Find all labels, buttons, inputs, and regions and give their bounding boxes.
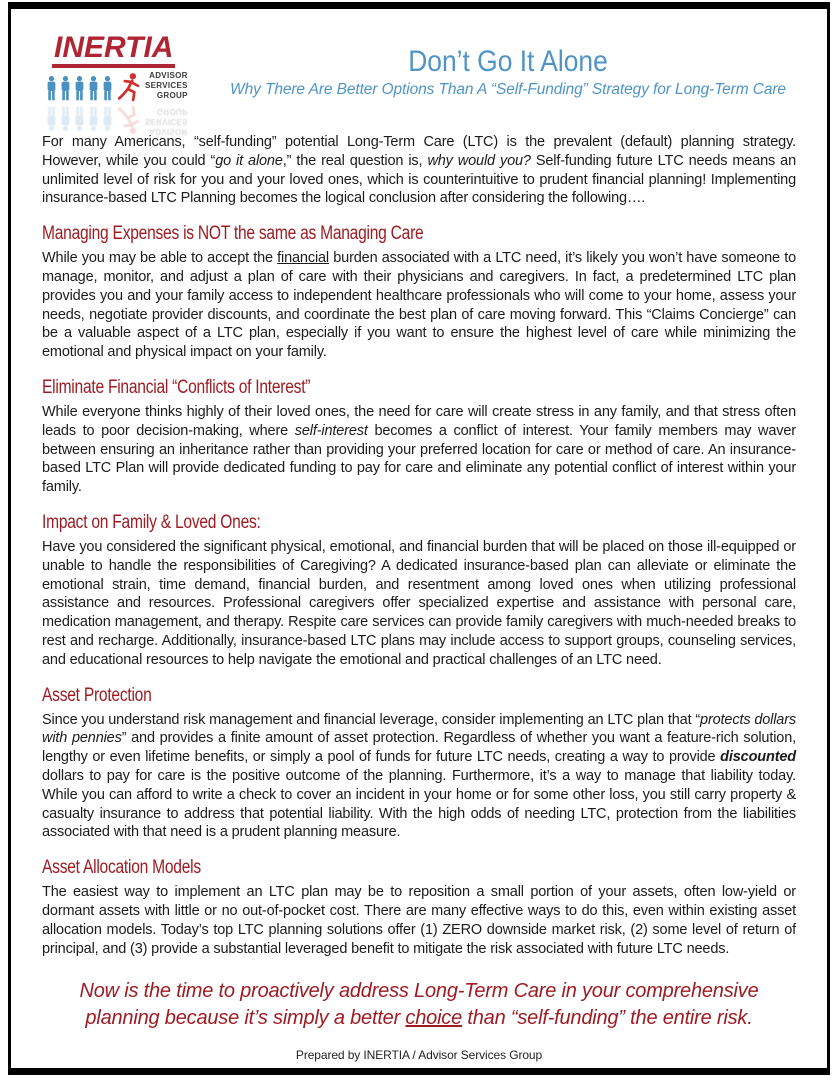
text-segment: Since you understand risk management and financial leverage, consider implementing an LTC plan that “ bbox=[42, 711, 701, 728]
closing-statement bbox=[42, 978, 796, 1032]
text-segment: While everyone thinks highly of their loved ones, the need for care will create stress in any family, and that stress often leads to poor decision-making, where bbox=[42, 403, 796, 439]
text-segment: ,” the real question is, bbox=[282, 152, 428, 169]
text-segment: For many Americans, “self-funding” potential Long-Term Care (LTC) is the prevalent (default) planning strategy. However, while you could “ bbox=[42, 134, 796, 169]
text-segment: self-interest bbox=[294, 422, 368, 439]
text-segment: ” and provides a finite amount of asset protection. Regardless of whether you want a feature-rich solution, lengthy or even lifetime benefits, or simply a pool of funds for future LTC needs, creating a way to provide bbox=[42, 730, 797, 766]
logo-tagline-line: ADVISOR bbox=[149, 127, 188, 136]
intro-paragraph bbox=[42, 133, 796, 208]
section-managing-expenses bbox=[42, 224, 796, 362]
runner-icon bbox=[117, 104, 142, 135]
text-segment: becomes a conflict of interest. Your family members may waver between ensuring an inheritance rather than providing your preferred location for care or method of care. An insurance-based LTC Plan will provide dedicated funding to pay for care and eliminate any potential conflict of interest within your family. bbox=[42, 422, 796, 496]
text-segment: Have you considered the significant physical, emotional, and financial burden that will be placed on those ill-equipped or unable to handle the responsibilities of Caregiving? A dedicated insurance-based plan can alleviate or eliminate the emotional strain, time demand, financial burden, and resentment among loved ones when utilizing professional assistance and resources. Professional caregivers offer specialized expertise and assistance with personal care, medication management, and therapy. Respite care services can provide family caregivers with much-needed breaks to rest and recharge. Additionally, insurance-based LTC plans may include access to support groups, counseling services, and educational resources to help navigate the emotional and practical challenges of an LTC need. bbox=[42, 538, 796, 668]
person-icon bbox=[46, 74, 57, 103]
text-segment: dollars to pay for care is the positive outcome of the planning. Furthermore, it’s a way to manage that liability today. While you can afford to write a check to cover an incident in your home or for some other loss, you still carry property & casualty insurance to address that potential liability. With the high odds of needing LTC, protection from the liabilities associated with that need is a prudent planning measure. bbox=[42, 767, 796, 841]
person-icon bbox=[88, 104, 99, 133]
section-asset-protection bbox=[42, 686, 796, 843]
text-segment: financial bbox=[277, 250, 330, 267]
section-paragraph bbox=[42, 403, 796, 497]
text-segment: While you may be able to accept the bbox=[42, 250, 278, 267]
text-segment: discounted bbox=[720, 749, 796, 766]
runner-icon bbox=[117, 72, 142, 103]
text-segment: go it alone bbox=[215, 152, 283, 169]
person-icon bbox=[74, 74, 85, 103]
section-paragraph bbox=[42, 883, 796, 958]
page-frame bbox=[8, 2, 830, 1075]
logo-brand-underline bbox=[52, 33, 175, 68]
logo-tagline-line: SERVICES bbox=[145, 81, 188, 90]
section-heading: Managing Expenses is NOT the same as Managing Care bbox=[42, 223, 424, 245]
section-impact-on-family bbox=[42, 513, 796, 670]
section-heading: Asset Protection bbox=[42, 684, 152, 706]
title-block bbox=[220, 33, 796, 99]
logo-tagline-line: GROUP bbox=[156, 107, 188, 116]
logo-figures-reflection bbox=[46, 104, 220, 136]
section-paragraph bbox=[42, 711, 796, 843]
person-icon bbox=[102, 74, 113, 103]
section-heading: Eliminate Financial “Conflicts of Interest” bbox=[42, 376, 311, 398]
header bbox=[42, 31, 796, 136]
section-asset-allocation-models bbox=[42, 858, 796, 958]
logo-figures bbox=[46, 71, 220, 103]
person-icon bbox=[46, 104, 57, 133]
page-content bbox=[42, 33, 796, 1068]
logo-tagline bbox=[145, 71, 188, 103]
text-segment: than “self-funding” the entire risk. bbox=[462, 1007, 753, 1030]
text-segment: burden associated with a LTC need, it’s likely you won’t have someone to manage, monitor, and adjust a plan of care with their physicians and caregivers. In fact, a predetermined LTC plan provides you and your family access to independent healthcare professionals who will come to your home, assess your needs, negotiate provider discounts, and coordinate the best plan of care moving forward. This “Claims Concierge” can be a valuable aspect of a LTC plan, especially if you want to ensure the highest level of care while minimizing the emotional and physical impact on your family. bbox=[42, 250, 796, 361]
logo-brand-text: INERTIA bbox=[54, 31, 174, 64]
text-segment: choice bbox=[405, 1007, 463, 1030]
section-heading: Impact on Family & Loved Ones: bbox=[42, 511, 261, 533]
inertia-logo bbox=[42, 31, 220, 136]
person-icon bbox=[102, 104, 113, 133]
person-icon bbox=[74, 104, 85, 133]
section-paragraph bbox=[42, 538, 796, 670]
text-segment: protects dollars with pennies bbox=[42, 711, 796, 747]
text-segment: The easiest way to implement an LTC plan may be to reposition a small portion of your assets, often low-yield or dormant assets with little or no out-of-pocket cost. There are many effective ways to do this, even within existing asset allocation models. Today’s top LTC planning solutions offer (1) ZERO downside market risk, (2) some level of return of principal, and (3) provide a substantial leveraged benefit to mitigate the risk associated with future LTC needs. bbox=[42, 884, 796, 957]
person-icon bbox=[60, 74, 71, 103]
logo-tagline bbox=[145, 104, 188, 136]
section-paragraph bbox=[42, 249, 796, 362]
text-segment: why would you? bbox=[427, 152, 531, 169]
text-segment: Self-funding future LTC needs means an unlimited level of risk for you and your loved ones, which is counterintuitive to prudent financial planning! Implementing insurance-based LTC Planning becomes the logical conclusion after considering the following…. bbox=[42, 152, 796, 207]
person-icon bbox=[60, 104, 71, 133]
text-segment: Now is the time to proactively address Long-Term Care in your comprehensive planning because it’s simply a better bbox=[79, 980, 759, 1030]
footer-text: Prepared by INERTIA / Advisor Services Group bbox=[295, 1048, 543, 1062]
section-heading: Asset Allocation Models bbox=[42, 857, 201, 879]
logo-tagline-line: SERVICES bbox=[145, 117, 188, 126]
logo-tagline-line: ADVISOR bbox=[149, 71, 188, 80]
page-title: Don’t Go It Alone bbox=[408, 45, 608, 78]
section-conflicts-of-interest bbox=[42, 378, 796, 497]
logo-tagline-line: GROUP bbox=[156, 91, 188, 100]
person-icon bbox=[88, 74, 99, 103]
page-subtitle: Why There Are Better Options Than A “Self-Funding” Strategy for Long-Term Care bbox=[230, 81, 786, 98]
